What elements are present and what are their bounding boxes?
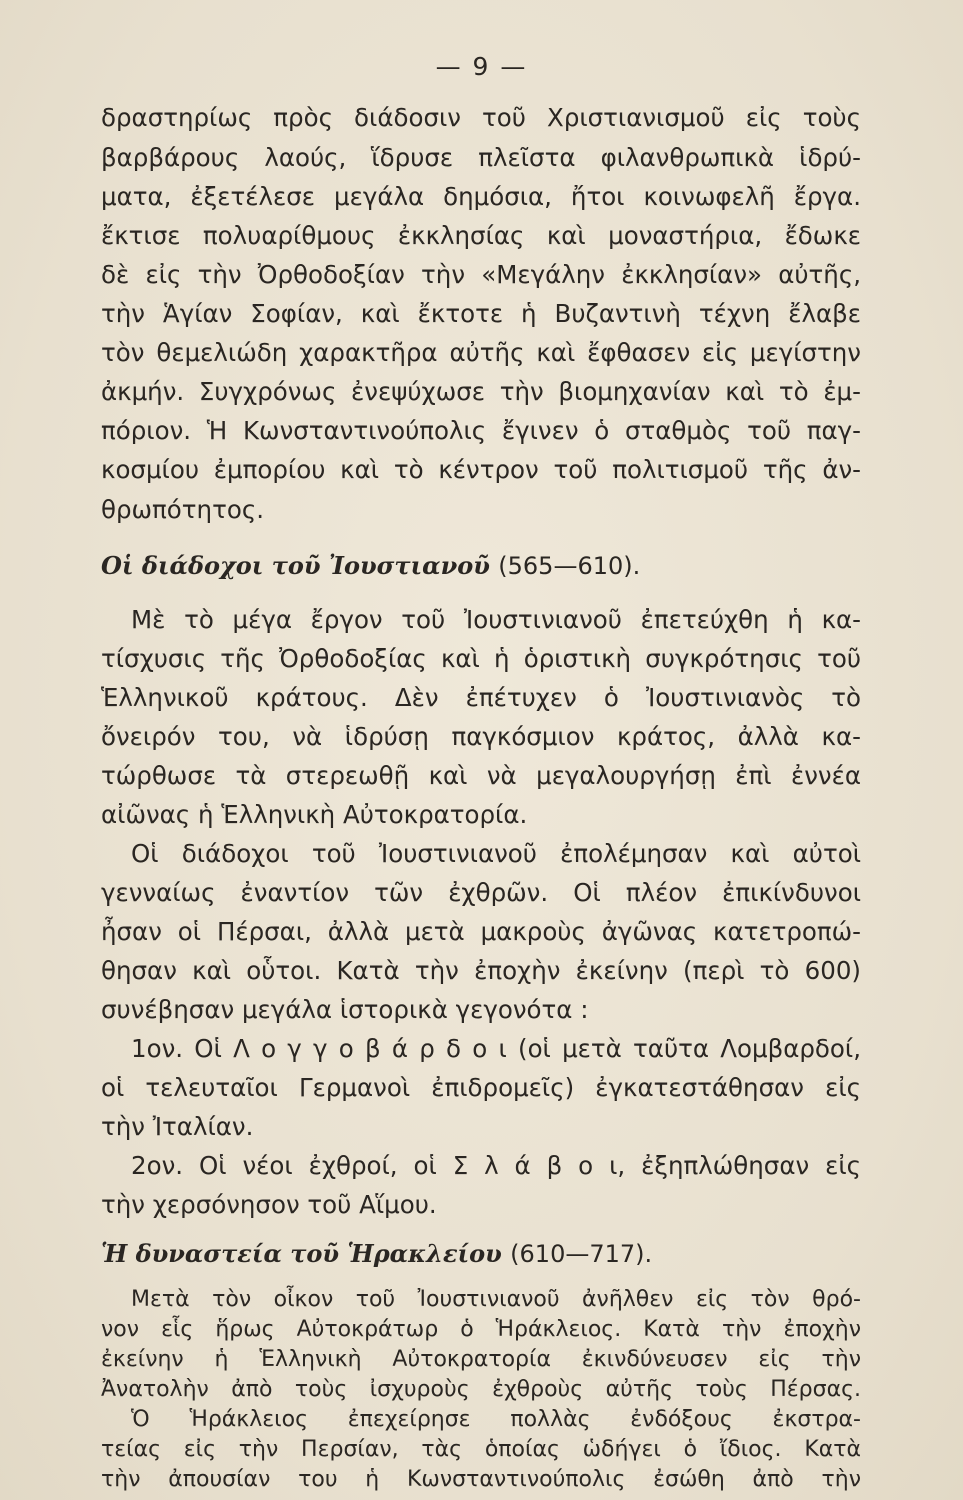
text-line: Μὲ τὸ μέγα ἔργον τοῦ Ἰουστινιανοῦ ἐπετεύχθη ἡ κα- [131, 605, 861, 634]
text-line: θρωπότητος. [101, 495, 264, 524]
text-line: Μετὰ τὸν οἶκον τοῦ Ἰουστινιανοῦ ἀνῆλθεν εἰς τὸν θρό- [131, 1287, 861, 1312]
text-line: Ἀνατολὴν ἀπὸ τοὺς ἰσχυροὺς ἐχθροὺς αὐτῆς τοὺς Πέρσας. [101, 1377, 861, 1402]
list-item-line: τὴν χερσόνησον τοῦ Αἵμου. [101, 1190, 437, 1219]
list-item-line: 2ον. Οἱ νέοι ἐχθροί, οἱ Σ λ ά β ο ι, ἐξηπλώθησαν εἰς [131, 1151, 861, 1180]
text-line: κοσμίου ἐμπορίου καὶ τὸ κέντρον τοῦ πολιτισμοῦ τῆς ἀν- [101, 455, 861, 484]
heading-title: Οἱ διάδοχοι τοῦ Ἰουστιανοῦ [101, 551, 490, 580]
text-line: ἦσαν οἱ Πέρσαι, ἀλλὰ μετὰ μακροὺς ἀγῶνας κατετροπώ- [101, 917, 861, 946]
text-line: ματα, ἐξετέλεσε μεγάλα δημόσια, ἤτοι κοινωφελῆ ἔργα. [101, 182, 861, 211]
text-line: θησαν καὶ οὗτοι. Κατὰ τὴν ἐποχὴν ἐκείνην (περὶ τὸ 600) [101, 956, 861, 985]
list-item-line: τὴν Ἰταλίαν. [101, 1112, 254, 1141]
heading-title: Ἡ δυναστεία τοῦ Ἡρακλείου [101, 1239, 502, 1268]
text-line: συνέβησαν μεγάλα ἱστορικὰ γεγονότα : [101, 995, 589, 1024]
text-line: γενναίως ἐναντίον τῶν ἐχθρῶν. Οἱ πλέον ἐπικίνδυνοι [101, 878, 861, 907]
text-line: βαρβάρους λαούς, ἵδρυσε πλεῖστα φιλανθρωπικὰ ἱδρύ- [101, 143, 861, 172]
text-line: Οἱ διάδοχοι τοῦ Ἰουστινιανοῦ ἐπολέμησαν καὶ αὐτοὶ [131, 839, 861, 868]
text-line: δὲ εἰς τὴν Ὀρθοδοξίαν τὴν «Μεγάλην ἐκκλησίαν» αὐτῆς, [101, 260, 861, 289]
page-number: — 9 — [435, 52, 528, 81]
text-line: τὴν Ἁγίαν Σοφίαν, καὶ ἔκτοτε ἡ Βυζαντινὴ τέχνη ἔλαβε [101, 299, 861, 328]
text-line: ἐκείνην ἡ Ἑλληνικὴ Αὐτοκρατορία ἐκινδύνευσεν εἰς τὴν [101, 1347, 861, 1372]
text-line: Ὁ Ἡράκλειος ἐπεχείρησε πολλὰς ἐνδόξους ἐκστρα- [131, 1407, 861, 1432]
text-line: τείας εἰς τὴν Περσίαν, τὰς ὁποίας ὡδήγει ὁ ἴδιος. Κατὰ [101, 1437, 861, 1462]
text-line: αἰῶνας ἡ Ἑλληνικὴ Αὐτοκρατορία. [101, 800, 528, 829]
text-line: τίσχυσις τῆς Ὀρθοδοξίας καὶ ἡ ὁριστικὴ συγκρότησις τοῦ [101, 644, 861, 673]
text-line: τώρθωσε τὰ στερεωθῇ καὶ νὰ μεγαλουργήσῃ ἐπὶ ἐννέα [101, 761, 861, 790]
text-line: νον εἷς ἥρως Αὐτοκράτωρ ὁ Ἡράκλειος. Κατὰ τὴν ἐποχὴν [101, 1317, 861, 1342]
text-line: ἀκμήν. Συγχρόνως ἐνεψύχωσε τὴν βιομηχανίαν καὶ τὸ ἐμ- [101, 377, 861, 406]
list-item-line: 1ον. Οἱ Λ ο γ γ ο β ά ρ δ ο ι (οἱ μετὰ ταῦτα Λομβαρδοί, [131, 1034, 861, 1063]
text-line: ὄνειρόν του, νὰ ἱδρύσῃ παγκόσμιον κράτος, ἀλλὰ κα- [101, 722, 861, 751]
text-line: Ἑλληνικοῦ κράτους. Δὲν ἐπέτυχεν ὁ Ἰουστινιανὸς τὸ [101, 683, 861, 712]
text-line: τὴν ἀπουσίαν του ἡ Κωνσταντινούπολις ἐσώθη ἀπὸ τὴν [101, 1467, 861, 1492]
section-heading [101, 1234, 652, 1274]
text-line: δραστηρίως πρὸς διάδοσιν τοῦ Χριστιανισμοῦ εἰς τοὺς [101, 103, 861, 132]
text-line: πόριον. Ἡ Κωνσταντινούπολις ἔγινεν ὁ σταθμὸς τοῦ παγ- [101, 416, 861, 445]
heading-dates: (565—610). [498, 552, 641, 580]
text-line: ἔκτισε πολυαρίθμους ἐκκλησίας καὶ μοναστήρια, ἔδωκε [101, 221, 861, 250]
text-line: τὸν θεμελιώδη χαρακτῆρα αὐτῆς καὶ ἔφθασεν εἰς μεγίστην [101, 338, 861, 367]
section-heading [101, 546, 640, 586]
list-item-line: οἱ τελευταῖοι Γερμανοὶ ἐπιδρομεῖς) ἐγκατεστάθησαν εἰς [101, 1073, 861, 1102]
heading-dates: (610—717). [510, 1240, 653, 1268]
